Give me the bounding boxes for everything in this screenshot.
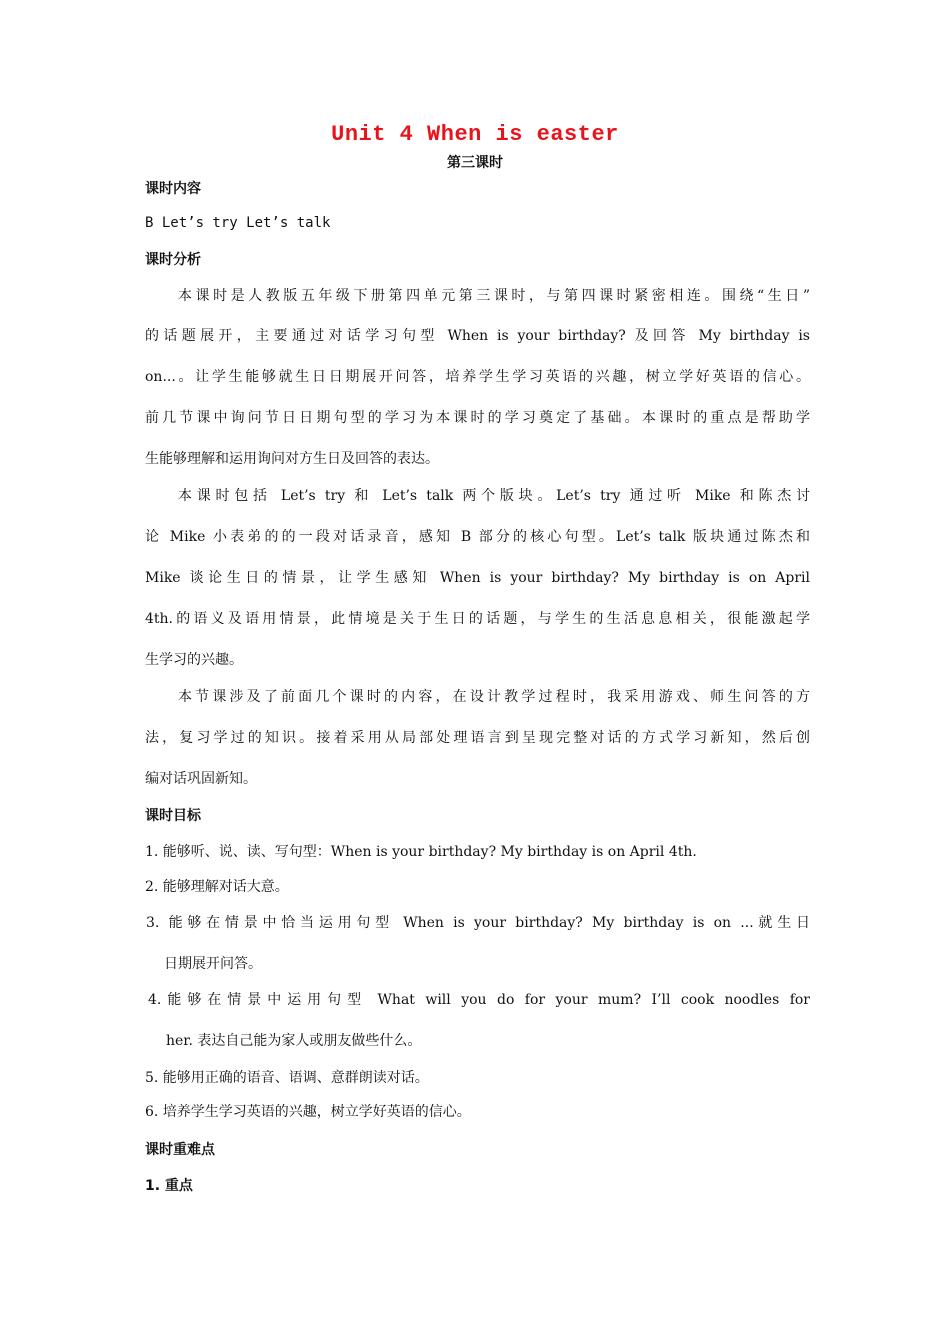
goal-item: 5. 能够用正确的语音、语调、意群朗读对话。 bbox=[145, 1070, 429, 1086]
goal-item: 4.能够在情景中运用句型 What will you do for your mum? I’ll cook noodles for bbox=[148, 992, 810, 1008]
goal-item: 6. 培养学生学习英语的兴趣，树立学好英语的信心。 bbox=[145, 1104, 471, 1120]
section-heading-content: 课时内容 bbox=[145, 181, 201, 197]
paragraph-line: 生学习的兴趣。 bbox=[145, 652, 243, 668]
paragraph-line: 4th.的语义及语用情景，此情境是关于生日的话题，与学生的生活息息相关，很能激起学 bbox=[145, 611, 810, 627]
paragraph-line: 前几节课中询问节日日期句型的学习为本课时的学习奠定了基础。本课时的重点是帮助学 bbox=[145, 410, 810, 426]
page-subtitle: 第三课时 bbox=[447, 155, 503, 171]
goal-item: 2. 能够理解对话大意。 bbox=[145, 879, 289, 895]
paragraph-line: 编对话巩固新知。 bbox=[145, 771, 257, 787]
paragraph-line: 法，复习学过的知识。接着采用从局部处理语言到呈现完整对话的方式学习新知，然后创 bbox=[145, 730, 810, 746]
paragraph-line: 本课时包括 Let’s try 和 Let’s talk 两个版块。Let’s try 通过听 Mike 和陈杰讨 bbox=[178, 488, 810, 504]
section-heading-keypoints: 课时重难点 bbox=[145, 1142, 215, 1158]
paragraph-line: 论 Mike 小表弟的的一段对话录音，感知 B 部分的核心句型。Let’s talk 版块通过陈杰和 bbox=[145, 529, 810, 545]
paragraph-line: 的话题展开，主要通过对话学习句型 When is your birthday? 及回答 My birthday is bbox=[145, 328, 810, 344]
content-text: B Let’s try Let’s talk bbox=[145, 215, 331, 231]
paragraph-line: 本节课涉及了前面几个课时的内容，在设计教学过程时，我采用游戏、师生问答的方 bbox=[178, 689, 810, 705]
subsection-heading-focus: 1. 重点 bbox=[145, 1178, 193, 1194]
page-title: Unit 4 When is easter bbox=[331, 122, 619, 147]
paragraph-line: 本课时是人教版五年级下册第四单元第三课时，与第四课时紧密相连。围绕“生日” bbox=[178, 288, 810, 304]
paragraph-line: 生能够理解和运用询问对方生日及回答的表达。 bbox=[145, 451, 439, 467]
goal-item-continued: 日期展开问答。 bbox=[164, 956, 262, 972]
section-heading-goals: 课时目标 bbox=[145, 808, 201, 824]
section-heading-analysis: 课时分析 bbox=[145, 252, 201, 268]
goal-item: 3. 能够在情景中恰当运用句型 When is your birthday? My birthday is on ...就生日 bbox=[146, 915, 810, 931]
goal-item: 1. 能够听、说、读、写句型：When is your birthday? My birthday is on April 4th. bbox=[145, 844, 697, 860]
paragraph-line: on...。让学生能够就生日日期展开问答，培养学生学习英语的兴趣，树立学好英语的信心。 bbox=[145, 369, 810, 385]
goal-item-continued: her. 表达自己能为家人或朋友做些什么。 bbox=[166, 1033, 422, 1049]
paragraph-line: Mike 谈论生日的情景，让学生感知 When is your birthday? My birthday is on April bbox=[145, 570, 810, 586]
